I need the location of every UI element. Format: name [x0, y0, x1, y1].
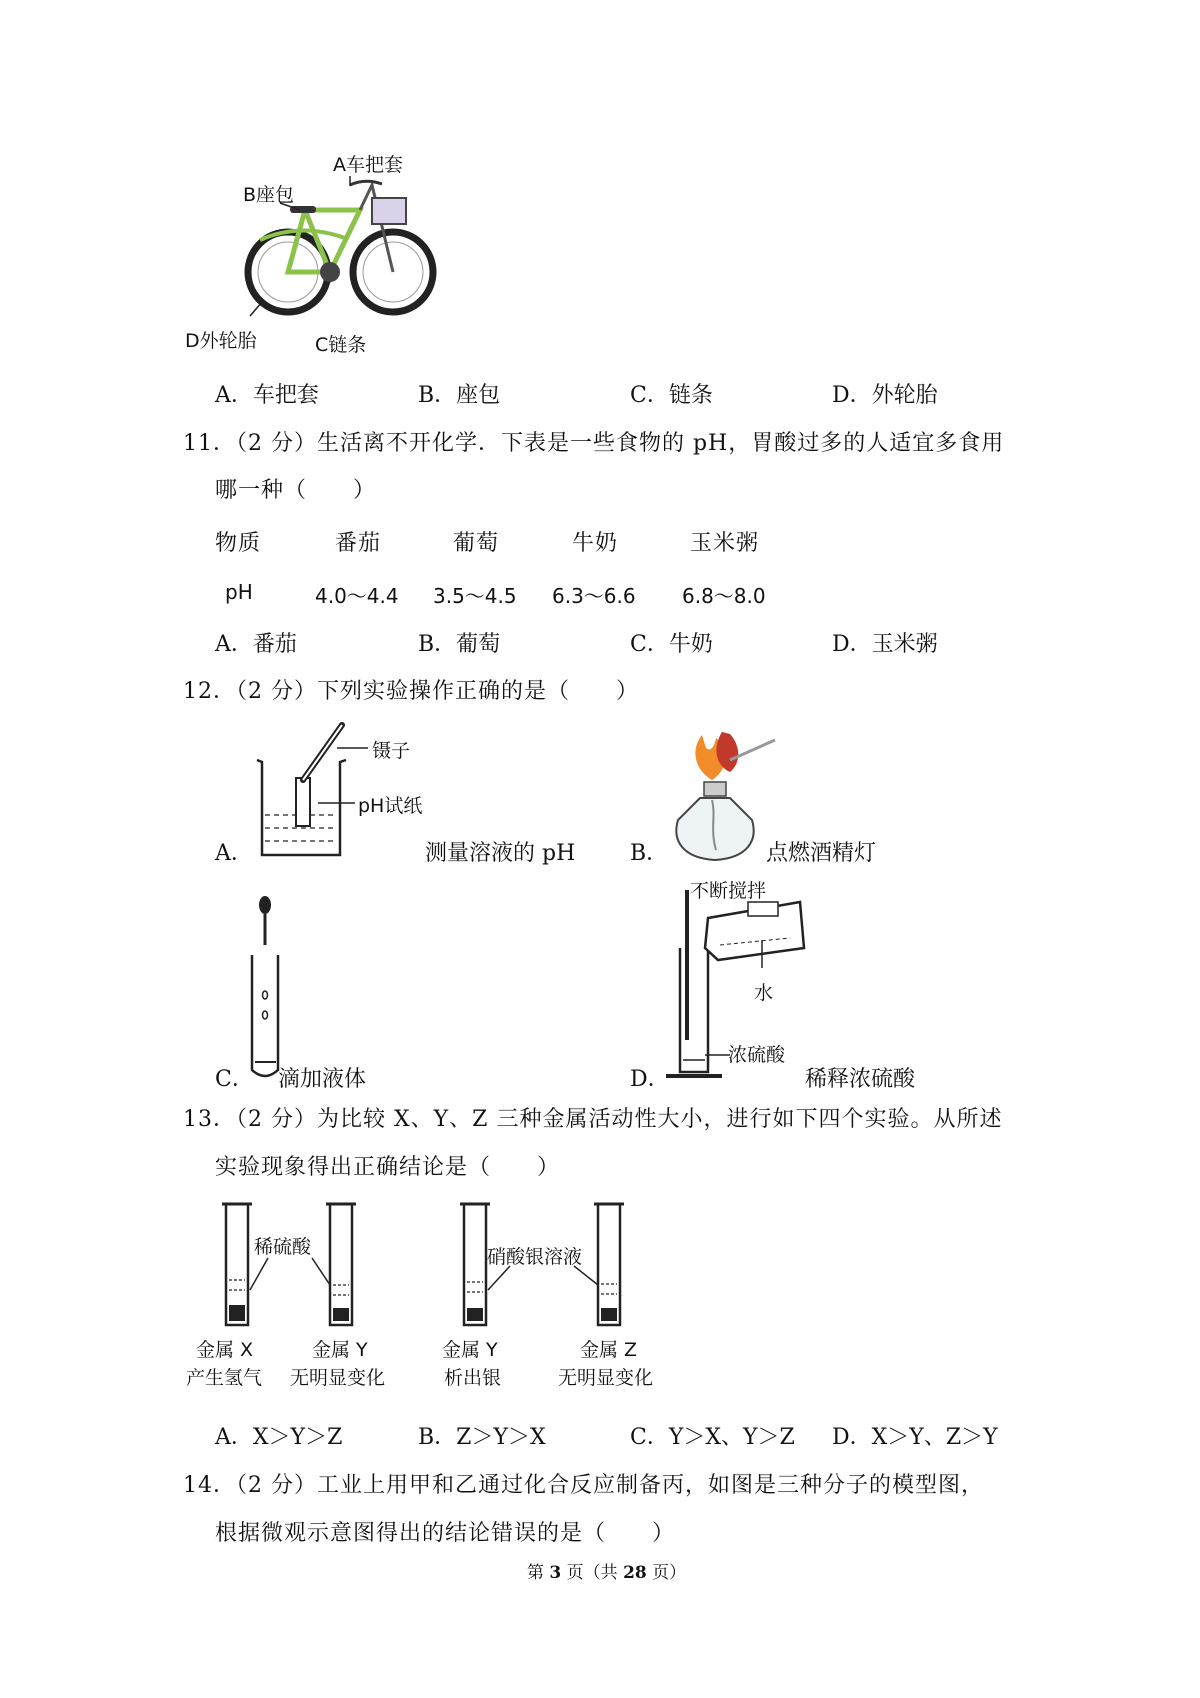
q12-stem: 12．（2 分）下列实验操作正确的是（ ） [183, 679, 639, 704]
q12-a-caption: 测量溶液的 pH [425, 841, 576, 866]
q11-option-d: D．玉米粥 [832, 632, 938, 657]
tube1-result: 产生氢气 [186, 1367, 263, 1389]
q10-option-a: A．车把套 [215, 383, 319, 408]
footer-page-number: 3 [549, 1563, 562, 1583]
table-ph-tomato: 4.0～4.4 [315, 584, 399, 608]
table-header-substance: 物质 [215, 531, 262, 556]
q12-a-prefix: A． [215, 841, 253, 866]
q11-option-b: B．葡萄 [418, 632, 501, 657]
q11-option-c: C．牛奶 [630, 632, 713, 657]
label-dilute-sulfuric-acid: 稀硫酸 [254, 1236, 312, 1258]
q10-option-d: D．外轮胎 [832, 383, 938, 408]
table-header-grape: 葡萄 [453, 531, 500, 556]
bike-label-c: C链条 [315, 334, 367, 356]
q13-stem-line1: 13．（2 分）为比较 X、Y、Z 三种金属活动性大小，进行如下四个实验。从所述 [183, 1107, 1003, 1132]
q13-option-c: C．Y＞X、Y＞Z [630, 1425, 795, 1450]
q10-option-c: C．链条 [630, 383, 713, 408]
tube3-metal: 金属 Y [442, 1339, 498, 1361]
tube2-result: 无明显变化 [290, 1367, 386, 1389]
bike-label-d: D外轮胎 [185, 330, 257, 352]
label-keep-stirring: 不断搅拌 [690, 880, 767, 902]
footer-total-pages: 28 [623, 1563, 647, 1583]
q13-stem-line2: 实验现象得出正确结论是（ ） [215, 1155, 561, 1180]
q12-c-prefix: C． [215, 1067, 254, 1092]
q14-stem-line2: 根据微观示意图得出的结论错误的是（ ） [215, 1521, 676, 1546]
table-header-corn-porridge: 玉米粥 [690, 531, 760, 556]
label-silver-nitrate: 硝酸银溶液 [487, 1246, 583, 1268]
bike-label-a: A车把套 [333, 154, 403, 176]
q12-b-caption: 点燃酒精灯 [766, 841, 877, 866]
label-conc-sulfuric-acid: 浓硫酸 [728, 1044, 786, 1066]
table-ph-corn-porridge: 6.8～8.0 [682, 584, 766, 608]
label-water: 水 [754, 982, 774, 1004]
footer-post: 页） [652, 1563, 687, 1583]
footer-mid: 页（共 [566, 1563, 618, 1583]
bike-label-b: B座包 [243, 184, 295, 206]
table-row-ph-label: pH [225, 580, 253, 604]
q14-stem-line1: 14．（2 分）工业上用甲和乙通过化合反应制备丙，如图是三种分子的模型图， [183, 1473, 984, 1498]
q12-d-caption: 稀释浓硫酸 [805, 1067, 916, 1092]
tube2-metal: 金属 Y [312, 1339, 368, 1361]
q13-option-a: A．X＞Y＞Z [215, 1425, 343, 1450]
q11-option-a: A．番茄 [215, 632, 297, 657]
footer-pre: 第 [527, 1563, 544, 1583]
page-footer [527, 1558, 686, 1583]
label-tweezers: 镊子 [372, 740, 411, 762]
table-ph-grape: 3.5～4.5 [433, 584, 517, 608]
q13-option-d: D．X＞Y、Z＞Y [832, 1425, 998, 1450]
q12-b-prefix: B． [630, 841, 669, 866]
q11-stem-line1: 11．（2 分）生活离不开化学．下表是一些食物的 pH，胃酸过多的人适宜多食用 [183, 431, 1005, 456]
q13-option-b: B．Z＞Y＞X [418, 1425, 546, 1450]
label-ph-paper: pH试纸 [358, 795, 423, 817]
q10-option-b: B．座包 [418, 383, 501, 408]
table-ph-milk: 6.3～6.6 [552, 584, 636, 608]
tube4-result: 无明显变化 [558, 1367, 654, 1389]
table-header-milk: 牛奶 [572, 531, 619, 556]
q12-d-prefix: D． [630, 1067, 670, 1092]
tube4-metal: 金属 Z [580, 1339, 638, 1361]
tube1-metal: 金属 X [196, 1339, 254, 1361]
table-header-tomato: 番茄 [335, 531, 382, 556]
q11-stem-line2: 哪一种（ ） [215, 478, 377, 503]
q12-c-caption: 滴加液体 [278, 1067, 367, 1092]
tube3-result: 析出银 [444, 1367, 502, 1389]
